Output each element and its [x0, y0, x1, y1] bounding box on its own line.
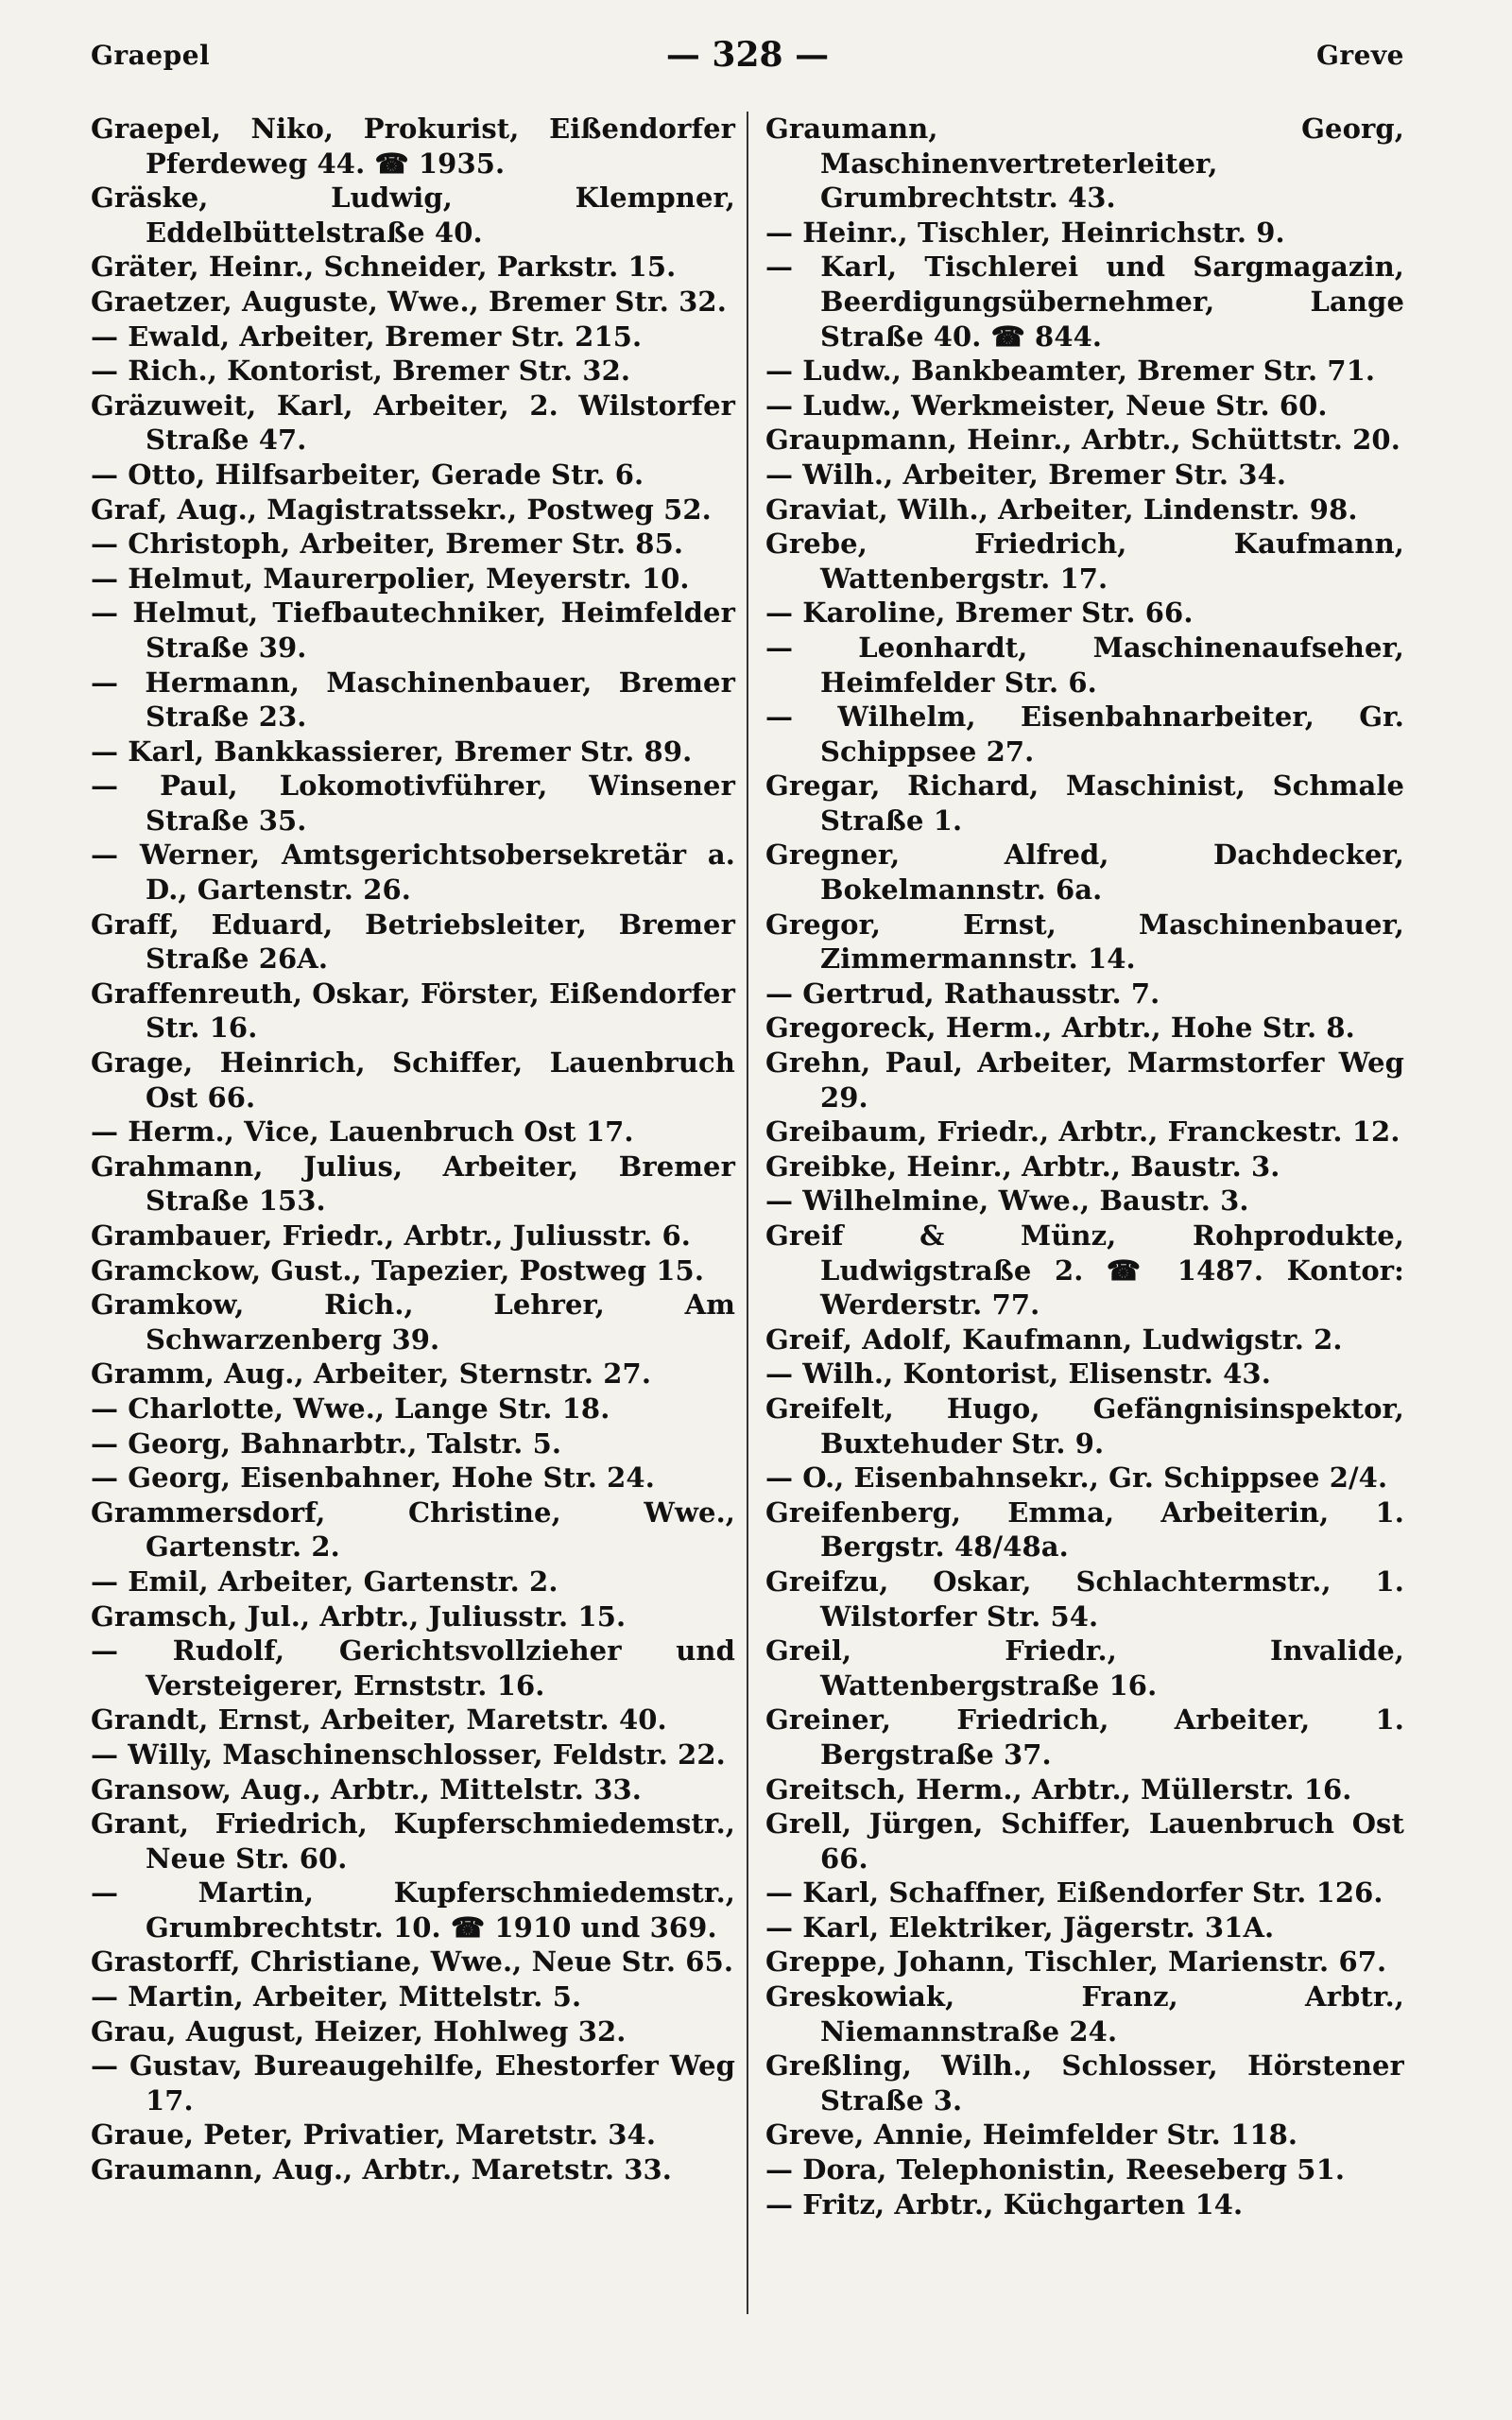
directory-entry: Graf, Aug., Magistratssekr., Postweg 52.	[91, 493, 712, 526]
directory-entry: Graue, Peter, Privatier, Maretstr. 34.	[91, 2118, 657, 2152]
right-column	[752, 112, 1404, 2314]
directory-entry: — Martin, Arbeiter, Mittelstr. 5.	[91, 1980, 582, 2014]
directory-entry: Graupmann, Heinr., Arbtr., Schüttstr. 20.	[765, 424, 1400, 457]
column-divider	[747, 112, 748, 2314]
directory-entry: — Otto, Hilfsarbeiter, Gerade Str. 6.	[91, 458, 644, 491]
directory-entry: — Gertrud, Rathausstr. 7.	[765, 977, 1160, 1010]
directory-entry: Gregner, Alfred, Dachdecker, Bokelmannstr. 6a.	[765, 838, 1404, 907]
directory-columns	[91, 112, 1423, 2314]
directory-entry: — Karoline, Bremer Str. 66.	[765, 596, 1194, 630]
directory-entry: — Ewald, Arbeiter, Bremer Str. 215.	[91, 320, 643, 353]
directory-entry: — Wilh., Arbeiter, Bremer Str. 34.	[765, 458, 1287, 491]
directory-entry: — Christoph, Arbeiter, Bremer Str. 85.	[91, 527, 684, 561]
directory-entry: — Martin, Kupferschmiedemstr., Grumbrechtstr. 10. ☎ 1910 und 369.	[91, 1876, 735, 1944]
directory-entry: — Paul, Lokomotivführer, Winsener Straße 35.	[91, 769, 735, 837]
directory-entry: Gregar, Richard, Maschinist, Schmale Straße 1.	[765, 769, 1404, 837]
directory-entry: Gramkow, Rich., Lehrer, Am Schwarzenberg 39.	[91, 1288, 735, 1356]
directory-entry: Graumann, Georg, Maschinenvertreterleiter, Grumbrechtstr. 43.	[765, 112, 1404, 215]
directory-entry: — Karl, Schaffner, Eißendorfer Str. 126.	[765, 1876, 1383, 1910]
directory-entry: Grebe, Friedrich, Kaufmann, Wattenbergstr. 17.	[765, 527, 1404, 595]
directory-entry: — Georg, Bahnarbtr., Talstr. 5.	[91, 1426, 562, 1460]
directory-entry: Grehn, Paul, Arbeiter, Marmstorfer Weg 29.	[765, 1046, 1404, 1114]
directory-entry: — Heinr., Tischler, Heinrichstr. 9.	[765, 216, 1285, 249]
directory-entry: Greitsch, Herm., Arbtr., Müllerstr. 16.	[765, 1772, 1352, 1806]
directory-entry: — Wilhelmine, Wwe., Baustr. 3.	[765, 1184, 1249, 1218]
directory-entry: — O., Eisenbahnsekr., Gr. Schippsee 2/4.	[765, 1461, 1388, 1495]
left-column	[91, 112, 743, 2314]
directory-entry: Greibaum, Friedr., Arbtr., Franckestr. 12.	[765, 1115, 1400, 1149]
directory-entry: — Herm., Vice, Lauenbruch Ost 17.	[91, 1115, 634, 1149]
directory-entry: Graffenreuth, Oskar, Förster, Eißendorfer Str. 16.	[91, 977, 735, 1045]
directory-entry: Greppe, Johann, Tischler, Marienstr. 67.	[765, 1945, 1387, 1979]
directory-entry: — Karl, Elektriker, Jägerstr. 31A.	[765, 1910, 1275, 1944]
directory-entry: Grandt, Ernst, Arbeiter, Maretstr. 40.	[91, 1703, 667, 1737]
directory-entry: — Werner, Amtsgerichtsobersekretär a. D., Gartenstr. 26.	[91, 838, 735, 907]
directory-entry: Graff, Eduard, Betriebsleiter, Bremer Straße 26A.	[91, 908, 735, 976]
directory-entry: Greibke, Heinr., Arbtr., Baustr. 3.	[765, 1150, 1280, 1183]
directory-entry: — Charlotte, Wwe., Lange Str. 18.	[91, 1392, 610, 1425]
directory-entry: Gramckow, Gust., Tapezier, Postweg 15.	[91, 1253, 705, 1287]
directory-entry: Greve, Annie, Heimfelder Str. 118.	[765, 2118, 1298, 2152]
directory-entry: — Rich., Kontorist, Bremer Str. 32.	[91, 354, 631, 388]
directory-entry: — Helmut, Maurerpolier, Meyerstr. 10.	[91, 562, 690, 595]
directory-entry: — Ludw., Werkmeister, Neue Str. 60.	[765, 389, 1328, 422]
directory-entry: Grage, Heinrich, Schiffer, Lauenbruch Ost 66.	[91, 1046, 735, 1114]
directory-entry: Greil, Friedr., Invalide, Wattenbergstraße 16.	[765, 1634, 1404, 1702]
directory-entry: Grammersdorf, Christine, Wwe., Gartenstr. 2.	[91, 1495, 735, 1564]
directory-entry: — Karl, Tischlerei und Sargmagazin, Beerdigungsübernehmer, Lange Straße 40. ☎ 844.	[765, 251, 1404, 353]
directory-entry: Graviat, Wilh., Arbeiter, Lindenstr. 98.	[765, 493, 1358, 526]
directory-entry: — Fritz, Arbtr., Küchgarten 14.	[765, 2187, 1244, 2221]
directory-entry: — Georg, Eisenbahner, Hohe Str. 24.	[91, 1461, 655, 1495]
directory-entry: Gregoreck, Herm., Arbtr., Hohe Str. 8.	[765, 1011, 1355, 1045]
directory-entry: Graumann, Aug., Arbtr., Maretstr. 33.	[91, 2153, 672, 2187]
header-left-keyword: Graepel	[91, 39, 211, 71]
directory-entry: Gräzuweit, Karl, Arbeiter, 2. Wilstorfer Straße 47.	[91, 389, 735, 457]
directory-entry: — Rudolf, Gerichtsvollzieher und Versteigerer, Ernststr. 16.	[91, 1634, 735, 1702]
directory-entry: Grau, August, Heizer, Hohlweg 32.	[91, 2014, 627, 2048]
directory-entry: — Wilhelm, Eisenbahnarbeiter, Gr. Schippsee 27.	[765, 700, 1404, 768]
directory-entry: Greßling, Wilh., Schlosser, Hörstener Straße 3.	[765, 2049, 1404, 2117]
directory-entry: — Helmut, Tiefbautechniker, Heimfelder Straße 39.	[91, 596, 735, 664]
directory-entry: — Wilh., Kontorist, Elisenstr. 43.	[765, 1357, 1271, 1391]
directory-entry: Grell, Jürgen, Schiffer, Lauenbruch Ost 66.	[765, 1807, 1404, 1875]
directory-entry: Gramm, Aug., Arbeiter, Sternstr. 27.	[91, 1357, 652, 1391]
header-right-keyword: Greve	[1315, 39, 1404, 71]
directory-entry: — Emil, Arbeiter, Gartenstr. 2.	[91, 1564, 558, 1598]
directory-entry: Greskowiak, Franz, Arbtr., Niemannstraße 24.	[765, 1980, 1404, 2048]
directory-entry: — Ludw., Bankbeamter, Bremer Str. 71.	[765, 354, 1376, 388]
directory-entry: — Gustav, Bureaugehilfe, Ehestorfer Weg 17.	[91, 2049, 735, 2117]
directory-entry: Greiner, Friedrich, Arbeiter, 1. Bergstraße 37.	[765, 1703, 1404, 1771]
directory-entry: Greif, Adolf, Kaufmann, Ludwigstr. 2.	[765, 1322, 1343, 1356]
directory-entry: Grahmann, Julius, Arbeiter, Bremer Straße 153.	[91, 1150, 735, 1218]
directory-entry: Gramsch, Jul., Arbtr., Juliusstr. 15.	[91, 1599, 627, 1633]
directory-entry: Gregor, Ernst, Maschinenbauer, Zimmermannstr. 14.	[765, 908, 1404, 976]
directory-entry: — Willy, Maschinenschlosser, Feldstr. 22.	[91, 1737, 726, 1771]
directory-entry: Graetzer, Auguste, Wwe., Bremer Str. 32.	[91, 285, 727, 318]
directory-entry: Grant, Friedrich, Kupferschmiedemstr., Neue Str. 60.	[91, 1807, 735, 1875]
directory-entry: Grastorff, Christiane, Wwe., Neue Str. 65.	[91, 1945, 734, 1979]
page-header	[91, 26, 1404, 83]
directory-entry: — Leonhardt, Maschinenaufseher, Heimfelder Str. 6.	[765, 631, 1404, 699]
directory-entry: Greifzu, Oskar, Schlachtermstr., 1. Wilstorfer Str. 54.	[765, 1564, 1404, 1633]
directory-entry: Greifelt, Hugo, Gefängnisinspektor, Buxtehuder Str. 9.	[765, 1392, 1404, 1460]
directory-entry: Graepel, Niko, Prokurist, Eißendorfer Pferdeweg 44. ☎ 1935.	[91, 112, 735, 180]
directory-entry: Greif & Münz, Rohprodukte, Ludwigstraße 2. ☎ 1487. Kontor: Werderstr. 77.	[765, 1219, 1404, 1322]
directory-entry: Greifenberg, Emma, Arbeiterin, 1. Bergstr. 48/48a.	[765, 1495, 1404, 1564]
directory-entry: — Dora, Telephonistin, Reeseberg 51.	[765, 2153, 1346, 2187]
directory-entry: Gräter, Heinr., Schneider, Parkstr. 15.	[91, 251, 677, 284]
directory-entry: Grambauer, Friedr., Arbtr., Juliusstr. 6.	[91, 1219, 692, 1252]
directory-entry: — Hermann, Maschinenbauer, Bremer Straße 23.	[91, 666, 735, 734]
page-number: — 328 —	[665, 35, 830, 75]
directory-entry: — Karl, Bankkassierer, Bremer Str. 89.	[91, 735, 693, 768]
directory-entry: Gräske, Ludwig, Klempner, Eddelbüttelstraße 40.	[91, 182, 735, 249]
directory-entry: Gransow, Aug., Arbtr., Mittelstr. 33.	[91, 1772, 642, 1806]
